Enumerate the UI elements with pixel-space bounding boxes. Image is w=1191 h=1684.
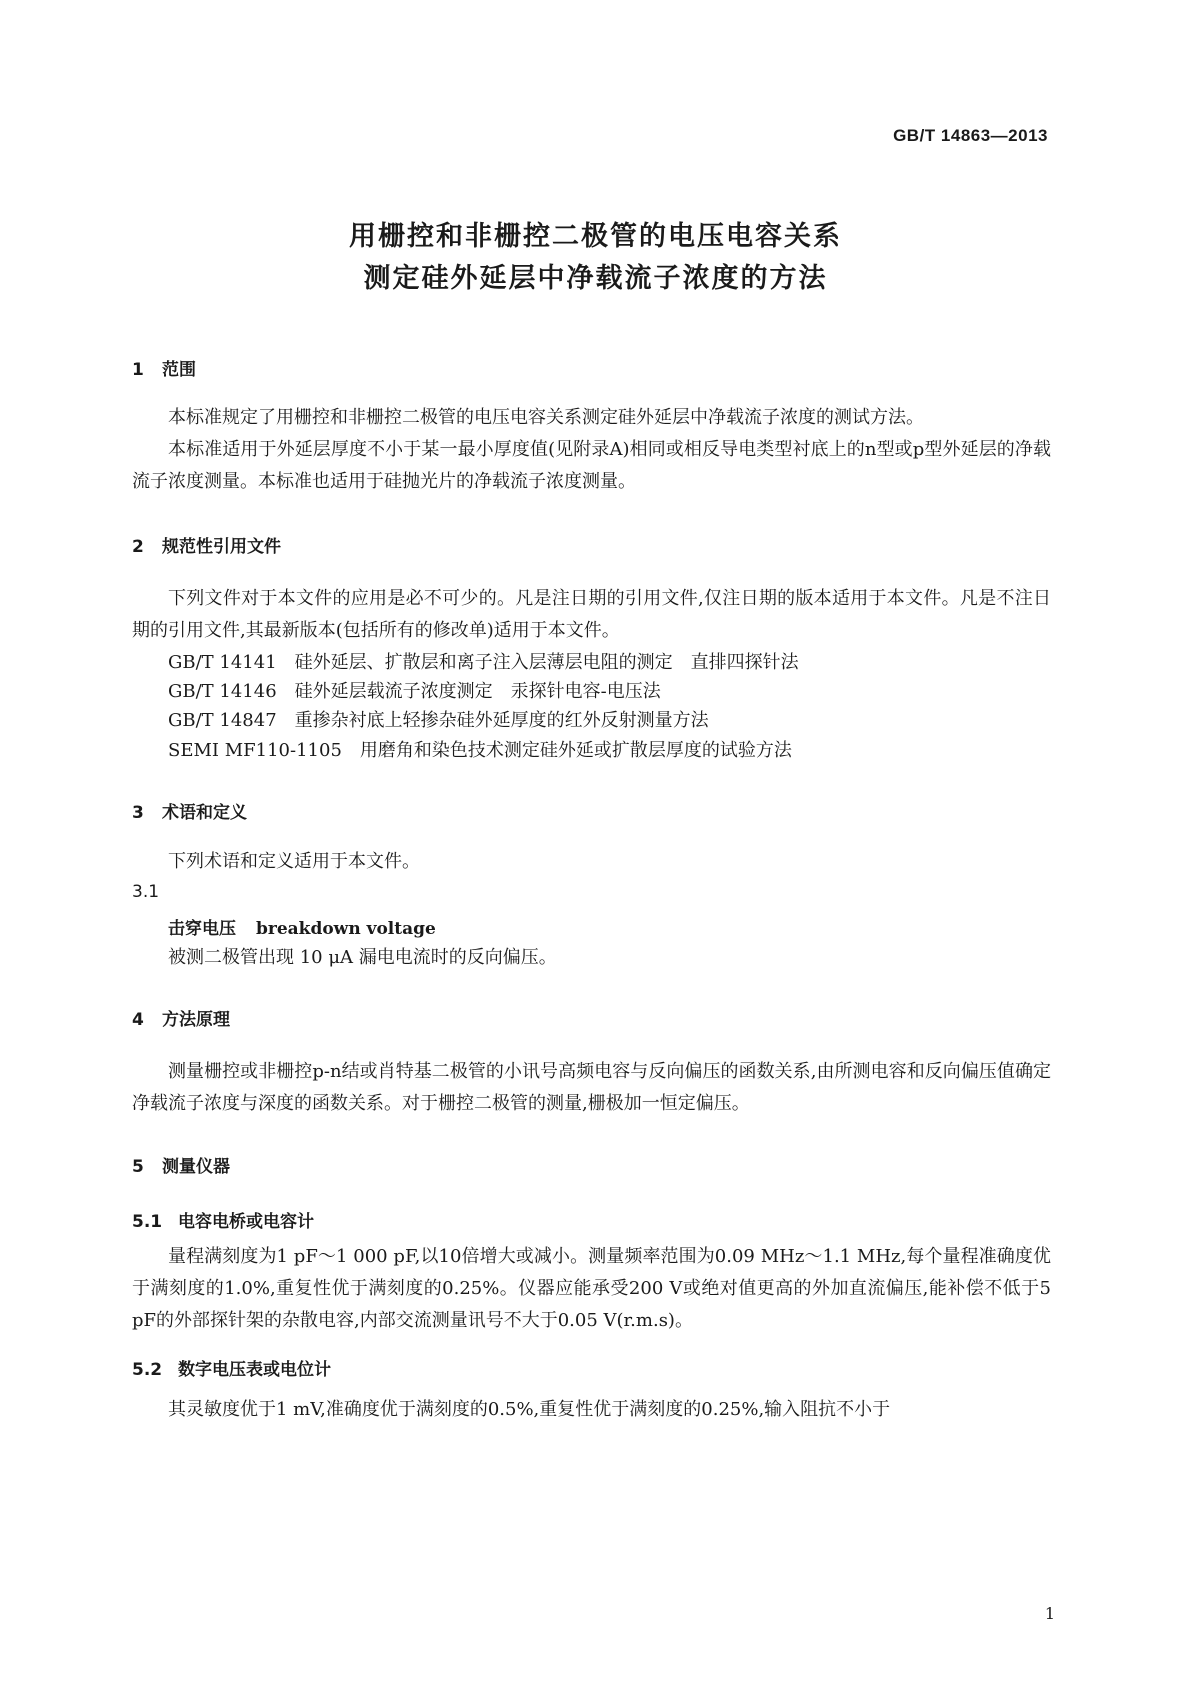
section-5-number: 5 <box>132 1157 144 1177</box>
section-1-paragraph-1: 本标准规定了用栅控和非栅控二极管的电压电容关系测定硅外延层中净载流子浓度的测试方法。 <box>168 407 924 428</box>
subsection-5-1-number: 5.1 <box>132 1212 163 1232</box>
section-3-number: 3 <box>132 803 144 823</box>
subsection-5-2-number: 5.2 <box>132 1360 163 1380</box>
section-2-number: 2 <box>132 537 144 557</box>
subsection-5-1-paragraph: 量程满刻度为1 pF～1 000 pF,以10倍增大或减小。测量频率范围为0.09 MHz～1.1 MHz,每个量程准确度优于满刻度的1.0%,重复性优于满刻度的0.25%。仪器应能承受200 V或绝对值更高的外加直流偏压,能补偿不低于5 pF的外部探针架的杂散电容,内部交流测量讯号不大于0.05 V(r.m.s)。 <box>132 1246 1051 1331</box>
section-3-title: 术语和定义 <box>162 803 247 823</box>
reference-item <box>168 648 799 674</box>
section-2-paragraph-1: 下列文件对于本文件的应用是必不可少的。凡是注日期的引用文件,仅注日期的版本适用于本文件。凡是不注日期的引用文件,其最新版本(包括所有的修改单)适用于本文件。 <box>132 588 1051 641</box>
standard-number: GB/T 14863—2013 <box>893 126 1048 145</box>
reference-title: 硅外延层载流子浓度测定 汞探针电容-电压法 <box>294 681 661 702</box>
term-number: 3.1 <box>132 882 160 902</box>
section-1-title: 范围 <box>162 360 196 380</box>
subsection-5-1-title: 电容电桥或电容计 <box>178 1212 314 1232</box>
section-4-heading <box>132 1005 230 1030</box>
subsection-5-1-heading <box>132 1207 314 1232</box>
term-heading <box>168 914 436 939</box>
reference-code: SEMI MF110-1105 <box>168 740 342 761</box>
subsection-5-2-title: 数字电压表或电位计 <box>178 1360 331 1380</box>
section-3-paragraph-1: 下列术语和定义适用于本文件。 <box>168 851 420 872</box>
term-chinese: 击穿电压 <box>168 919 236 939</box>
reference-item <box>168 736 792 762</box>
section-5-heading <box>132 1152 230 1177</box>
document-title-line2: 测定硅外延层中净载流子浓度的方法 <box>363 263 828 294</box>
reference-item <box>168 677 661 703</box>
reference-title: 重掺杂衬底上轻掺杂硅外延厚度的红外反射测量方法 <box>294 710 709 731</box>
reference-title: 用磨角和染色技术测定硅外延或扩散层厚度的试验方法 <box>359 740 792 761</box>
section-5-title: 测量仪器 <box>162 1157 230 1177</box>
section-4-number: 4 <box>132 1010 144 1030</box>
term-english: breakdown voltage <box>256 919 436 939</box>
reference-code: GB/T 14141 <box>168 652 277 673</box>
section-2-heading <box>132 532 281 557</box>
reference-code: GB/T 14847 <box>168 710 277 731</box>
section-1-number: 1 <box>132 360 144 380</box>
section-1-heading <box>132 355 196 380</box>
section-4-title: 方法原理 <box>162 1010 230 1030</box>
term-definition: 被测二极管出现 10 μA 漏电电流时的反向偏压。 <box>168 947 557 968</box>
reference-title: 硅外延层、扩散层和离子注入层薄层电阻的测定 直排四探针法 <box>294 652 799 673</box>
document-title-line1: 用栅控和非栅控二极管的电压电容关系 <box>349 221 842 252</box>
subsection-5-2-heading <box>132 1355 331 1380</box>
section-3-heading <box>132 798 247 823</box>
subsection-5-2-paragraph: 其灵敏度优于1 mV,准确度优于满刻度的0.5%,重复性优于满刻度的0.25%,输入阻抗不小于 <box>168 1399 891 1420</box>
section-2-title: 规范性引用文件 <box>162 537 281 557</box>
reference-item <box>168 706 709 732</box>
reference-code: GB/T 14146 <box>168 681 277 702</box>
section-4-paragraph-1: 测量栅控或非栅控p-n结或肖特基二极管的小讯号高频电容与反向偏压的函数关系,由所测电容和反向偏压值确定净载流子浓度与深度的函数关系。对于栅控二极管的测量,栅极加一恒定偏压。 <box>132 1061 1051 1114</box>
page-number: 1 <box>1044 1604 1055 1623</box>
section-1-paragraph-2: 本标准适用于外延层厚度不小于某一最小厚度值(见附录A)相同或相反导电类型衬底上的n型或p型外延层的净载流子浓度测量。本标准也适用于硅抛光片的净载流子浓度测量。 <box>132 439 1051 492</box>
